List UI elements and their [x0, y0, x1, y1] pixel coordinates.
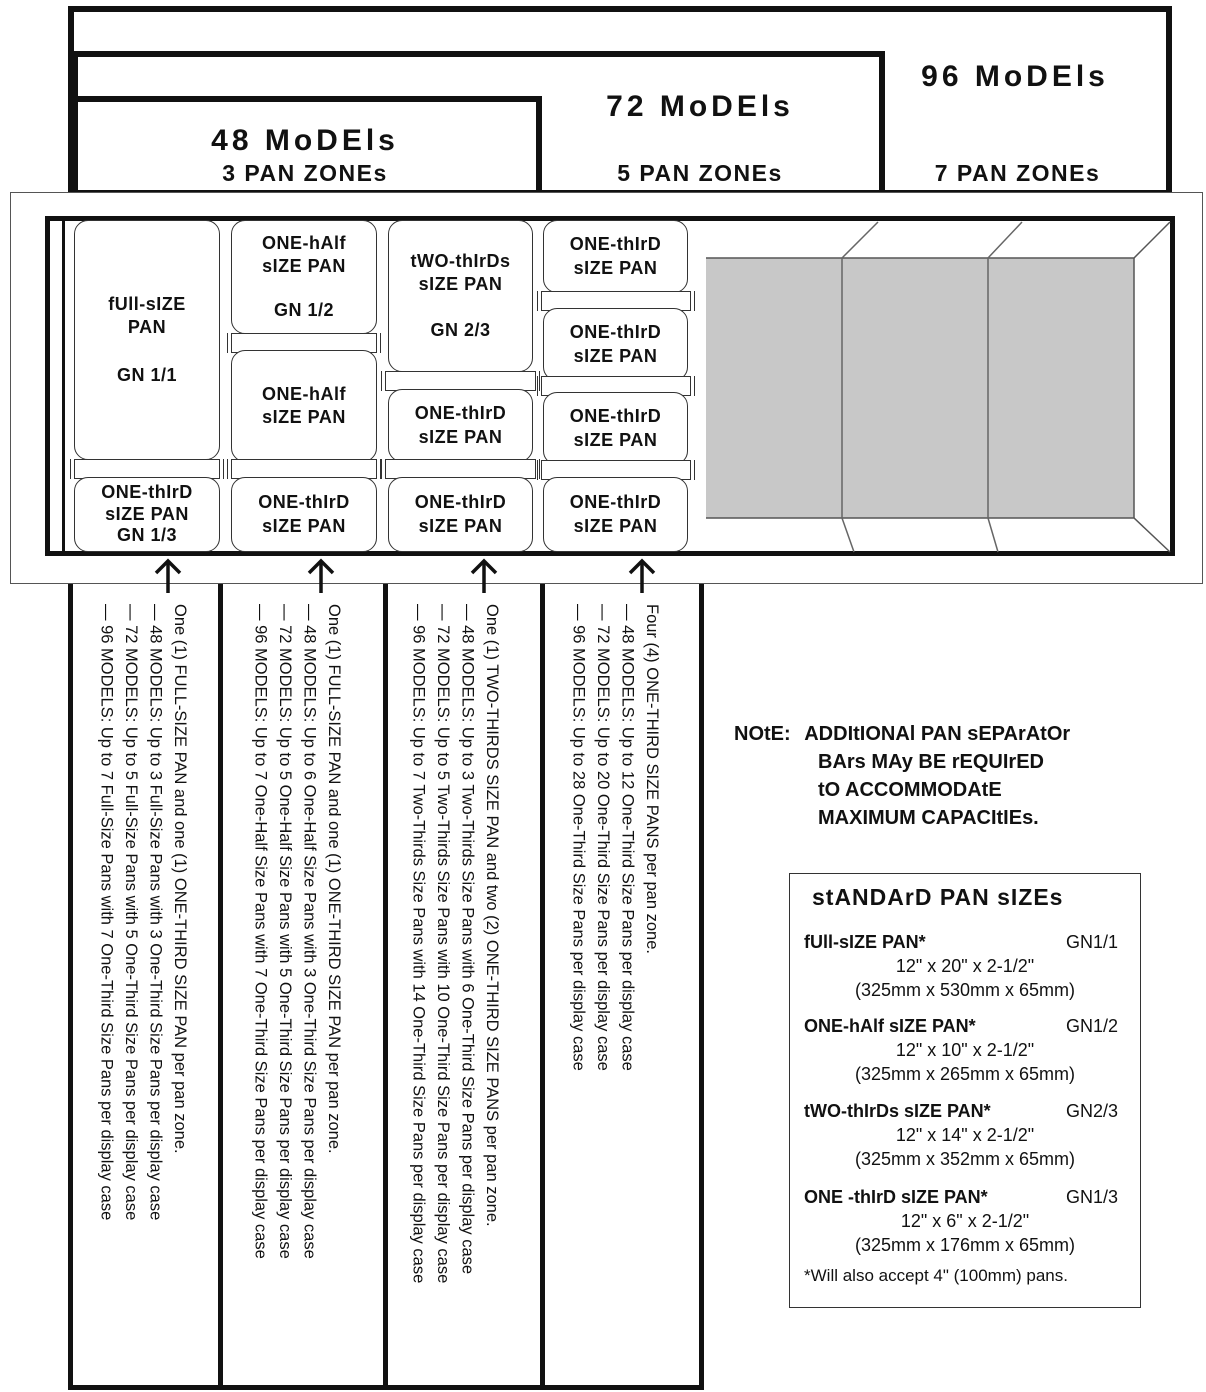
note-line: ADDItIONAl PAN sEPArAtOr	[804, 723, 1071, 745]
description-line: — 72 MODELS: Up to 5 One-Half Size Pans with 5 One-Third Size Pans per display case	[276, 604, 294, 1259]
pan-label-line: GN 1/1	[116, 364, 178, 385]
pan-label-line: ONE-thIrD	[414, 403, 507, 424]
pan-label-line: ONE-thIrD	[258, 492, 350, 513]
entry-dims: 12" x 14" x 2-1/2"	[895, 1125, 1035, 1145]
description-line: — 48 MODELS: Up to 3 Two-Thirds Size Pans with 6 One-Third Size Pans per display case	[458, 604, 477, 1275]
case-left-edge	[62, 216, 65, 556]
pan-label-line: sIZE PAN	[573, 515, 658, 536]
empty-zone-bot-2	[988, 518, 998, 552]
pan-one-third	[388, 477, 533, 552]
entry-gn: GN1/2	[1065, 1016, 1118, 1036]
description-line: — 48 MODELS: Up to 12 One-Third Size Pans per display case	[618, 604, 637, 1071]
pan-label-line: ONE-hAlf	[262, 383, 346, 404]
standard-entry	[804, 1099, 1126, 1171]
title-48-models: 48 MoDEls	[211, 124, 399, 157]
pan-label-line: fUll-sIZE	[108, 293, 186, 314]
pan-label-line: sIZE PAN	[262, 515, 346, 536]
pan-label-line: tWO-thIrDs	[410, 250, 511, 271]
note-line: MAXIMUM CAPACItIEs.	[818, 807, 1039, 829]
pan-label-line: ONE-thIrD	[569, 492, 662, 513]
entry-gn: GN2/3	[1065, 1101, 1118, 1121]
entry-name: ONE -thIrD sIZE PAN*	[804, 1187, 988, 1207]
standard-pan-sizes-box	[789, 873, 1141, 1308]
description-line: — 72 MODELS: Up to 5 Full-Size Pans with 5 One-Third Size Pans per display case	[122, 604, 140, 1221]
description-line: One (1) FULL-SIZE PAN and one (1) ONE-THIRD SIZE PAN per pan zone.	[325, 604, 343, 1154]
entry-gn: GN1/3	[1065, 1187, 1118, 1207]
separator-note	[734, 720, 1070, 832]
pan-label-line: GN 1/3	[116, 525, 178, 546]
description-line: — 96 MODELS: Up to 7 Full-Size Pans with 7 One-Third Size Pans per display case	[97, 604, 116, 1221]
pan-one-third	[543, 392, 688, 465]
pan-label-line: sIZE PAN	[573, 257, 658, 278]
pan-label-line: sIZE PAN	[573, 429, 658, 450]
pan-one-third	[74, 477, 220, 552]
pan-separator-bar	[385, 371, 536, 391]
note-line: tO ACCOMMODAtE	[818, 779, 1002, 801]
pan-label-line: sIZE PAN	[262, 407, 346, 427]
entry-dims: 12" x 6" x 2-1/2"	[900, 1211, 1030, 1231]
pan-label-line: ONE-thIrD	[569, 322, 662, 343]
note-label: NOtE:	[734, 723, 791, 745]
entry-dims: 12" x 10" x 2-1/2"	[895, 1040, 1035, 1060]
entry-metric: (325mm x 176mm x 65mm)	[854, 1235, 1076, 1255]
empty-zone-top-1	[842, 222, 878, 258]
pan-one-third	[388, 389, 533, 462]
description-line: — 72 MODELS: Up to 20 One-Third Size Pans per display case	[594, 604, 612, 1071]
entry-name: fUll-sIZE PAN*	[804, 932, 926, 952]
entry-metric: (325mm x 352mm x 65mm)	[854, 1149, 1076, 1169]
zone-3-description	[406, 604, 504, 1283]
description-line: — 96 MODELS: Up to 7 One-Half Size Pans with 7 One-Third Size Pans per display case	[251, 604, 270, 1259]
title-96-models: 96 MoDEls	[921, 60, 1109, 93]
pan-label-line: sIZE PAN	[105, 503, 189, 524]
description-line: — 96 MODELS: Up to 7 Two-Thirds Size Pans with 14 One-Third Size Pans per display case	[409, 604, 428, 1284]
title-72-models: 72 MoDEls	[606, 90, 794, 123]
description-line: — 96 MODELS: Up to 28 One-Third Size Pans per display case	[569, 604, 588, 1071]
entry-name: ONE-hAlf sIZE PAN*	[804, 1016, 976, 1036]
pan-label-line: sIZE PAN	[418, 515, 503, 536]
empty-zone-bot-1	[842, 518, 854, 552]
zone-4-description	[566, 604, 664, 1071]
pan-label-line: ONE-hAlf	[262, 232, 346, 253]
pan-one-third	[543, 477, 688, 552]
pan-label-line: ONE-thIrD	[101, 482, 193, 503]
zones-96-models: 7 PAN ZONEs	[934, 160, 1101, 186]
pan-label-line: GN 1/2	[273, 299, 335, 320]
empty-zone-outline	[706, 222, 1170, 258]
entry-metric: (325mm x 530mm x 65mm)	[854, 980, 1076, 1000]
zones-48-models: 3 PAN ZONEs	[222, 160, 388, 186]
entry-gn: GN1/1	[1065, 932, 1118, 952]
empty-zone-bottom	[706, 518, 1170, 552]
description-line: — 72 MODELS: Up to 5 Two-Thirds Size Pans with 10 One-Third Size Pans per display case	[434, 604, 452, 1284]
standard-pan-sizes-title: stANDArD PAN sIZEs	[812, 884, 1064, 910]
pan-separator-bar	[231, 459, 377, 479]
zone-2-description	[248, 604, 346, 1259]
pan-label-line: sIZE PAN	[418, 426, 503, 447]
description-line: One (1) TWO-THIRDS SIZE PAN and two (2) ONE-THIRD SIZE PANS per pan zone.	[483, 604, 501, 1227]
pan-label-line: ONE-thIrD	[569, 406, 662, 427]
pan-one-third	[543, 308, 688, 381]
pan-full-size	[74, 220, 220, 460]
pan-label-line: GN 2/3	[430, 319, 491, 340]
pan-two-thirds	[388, 220, 533, 372]
standard-entry	[804, 930, 1126, 1002]
entry-name: tWO-thIrDs sIZE PAN*	[804, 1101, 991, 1121]
empty-zone-top-2	[988, 222, 1022, 258]
description-line: — 48 MODELS: Up to 3 Full-Size Pans with 3 One-Third Size Pans per display case	[146, 604, 165, 1221]
pan-label-line: ONE-thIrD	[414, 492, 507, 513]
pan-label-line: sIZE PAN	[262, 256, 346, 277]
note-line: BArs MAy BE rEQUIrED	[818, 751, 1044, 773]
empty-zone-fill	[706, 258, 1134, 518]
pan-label-line: PAN	[127, 317, 167, 338]
pan-separator-bar	[74, 459, 220, 479]
pan-separator-bar	[385, 459, 536, 479]
standard-footnote: *Will also accept 4" (100mm) pans.	[804, 1266, 1068, 1285]
standard-entry	[804, 1014, 1126, 1086]
standard-entry	[804, 1185, 1126, 1257]
zone-1-description	[94, 604, 192, 1220]
description-line: One (1) FULL-SIZE PAN and one (1) ONE-THIRD SIZE PAN per pan zone.	[171, 604, 189, 1154]
pan-one-third	[543, 220, 688, 293]
description-line: — 48 MODELS: Up to 6 One-Half Size Pans with 3 One-Third Size Pans per display case	[300, 604, 319, 1259]
pan-one-half	[231, 220, 377, 334]
pan-label-line: ONE-thIrD	[569, 234, 662, 255]
pan-label-line: sIZE PAN	[573, 345, 658, 366]
description-line: Four (4) ONE-THIRD SIZE PANS per pan zone.	[643, 604, 661, 954]
pan-label-line: sIZE PAN	[418, 274, 503, 295]
pan-one-third	[231, 477, 377, 552]
pan-one-half	[231, 350, 377, 462]
entry-dims: 12" x 20" x 2-1/2"	[895, 956, 1035, 976]
zones-72-models: 5 PAN ZONEs	[617, 160, 783, 186]
entry-metric: (325mm x 265mm x 65mm)	[854, 1064, 1076, 1084]
empty-pan-zones	[700, 216, 1175, 556]
